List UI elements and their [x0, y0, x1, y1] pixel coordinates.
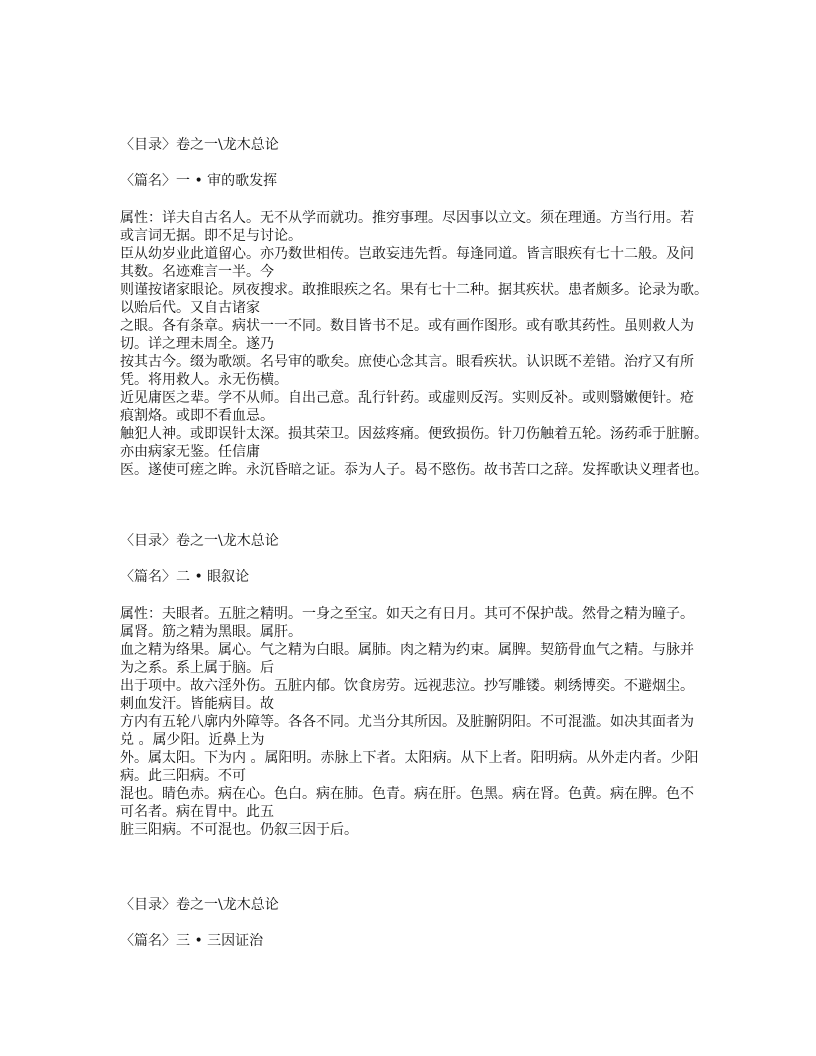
- catalog-heading: 〈目录〉卷之一\龙木总论: [120, 137, 279, 153]
- text-line: 近见庸医之辈。学不从师。自出己意。乱行针药。或虚则反泻。实则反补。或则翳嫩便针。疮: [120, 390, 694, 406]
- chapter-body: [120, 209, 720, 479]
- text-line: 亦由病家无鉴。任信庸: [120, 444, 260, 460]
- text-line: 触犯人神。或即误针太深。损其荣卫。因兹疼痛。便致损伤。针刀伤触着五轮。汤药乖于脏腑。: [120, 426, 708, 442]
- text-line: 属性：详夫自古名人。无不从学而就功。推穷事理。尽因事以立文。须在理通。方当行用。若: [120, 210, 694, 226]
- text-line: 凭。将用救人。永无伤横。: [120, 372, 288, 388]
- text-line: 则谨按诸家眼论。夙夜搜求。敢推眼疾之名。果有七十二种。据其疾状。患者颇多。论录为歌。: [120, 282, 708, 298]
- text-line: 按其古今。缀为歌颂。名号审的歌矣。庶使心念其言。眼看疾状。认识既不差错。治疗又有所: [120, 354, 694, 370]
- text-line: 方内有五轮八廓内外障等。各各不同。尤当分其所因。及脏腑阴阳。不可混滥。如决其面者为: [120, 714, 694, 730]
- section-2: [120, 532, 720, 839]
- section-1: [120, 136, 720, 479]
- text-line: 以贻后代。又自古诸家: [120, 300, 260, 316]
- text-line: 或言词无据。即不足与讨论。: [120, 228, 302, 244]
- text-line: 血之精为络果。属心。气之精为白眼。属肺。肉之精为约束。属脾。契筋骨血气之精。与脉并: [120, 642, 694, 658]
- catalog-heading: 〈目录〉卷之一\龙木总论: [120, 533, 279, 549]
- text-line: 兑 。属少阳。近鼻上为: [120, 732, 265, 748]
- chapter-body: [120, 605, 720, 839]
- chapter-title: 〈篇名〉一 • 审的歌发挥: [120, 173, 278, 189]
- text-line: 为之系。系上属于脑。后: [120, 660, 274, 676]
- text-line: 医。遂使可瘥之眸。永沉昏暗之证。忝为人子。曷不愍伤。故书苦口之辞。发挥歌诀义理者也。: [120, 462, 708, 478]
- text-line: 脏三阳病。不可混也。仍叙三因于后。: [120, 822, 358, 838]
- text-line: 混也。睛色赤。病在心。色白。病在肺。色青。病在肝。色黑。病在肾。色黄。病在脾。色不: [120, 786, 694, 802]
- text-line: 其数。名迹难言一半。今: [120, 264, 274, 280]
- text-line: 痕割烙。或即不看血忌。: [120, 408, 274, 424]
- text-line: 刺血发汗。皆能病目。故: [120, 696, 274, 712]
- text-line: 臣从幼岁业此道留心。亦乃数世相传。岂敢妄违先哲。每逢同道。皆言眼疾有七十二般。及问: [120, 246, 694, 262]
- text-line: 之眼。各有条章。病状一一不同。数目皆书不足。或有画作图形。或有歌其药性。虽则救人为: [120, 318, 694, 334]
- chapter-title: 〈篇名〉三 • 三因证治: [120, 933, 264, 949]
- text-line: 出于项中。故六淫外伤。五脏内郁。饮食房劳。远视悲泣。抄写雕镂。刺绣博奕。不避烟尘。: [120, 678, 694, 694]
- section-3: [120, 896, 720, 950]
- text-line: 外。属太阳。下为内 。属阳明。赤脉上下者。太阳病。从下上者。阳明病。从外走内者。少阳: [120, 750, 699, 766]
- text-line: 切。详之理未周全。遂乃: [120, 336, 274, 352]
- text-line: 病。此三阳病。不可: [120, 768, 246, 784]
- text-line: 属性：夫眼者。五脏之精明。一身之至宝。如天之有日月。其可不保护哉。然骨之精为瞳子。: [120, 606, 694, 622]
- catalog-heading: 〈目录〉卷之一\龙木总论: [120, 897, 279, 913]
- text-line: 属肾。筋之精为黑眼。属肝。: [120, 624, 302, 640]
- text-line: 可名者。病在胃中。此五: [120, 804, 274, 820]
- chapter-title: 〈篇名〉二 • 眼叙论: [120, 569, 250, 585]
